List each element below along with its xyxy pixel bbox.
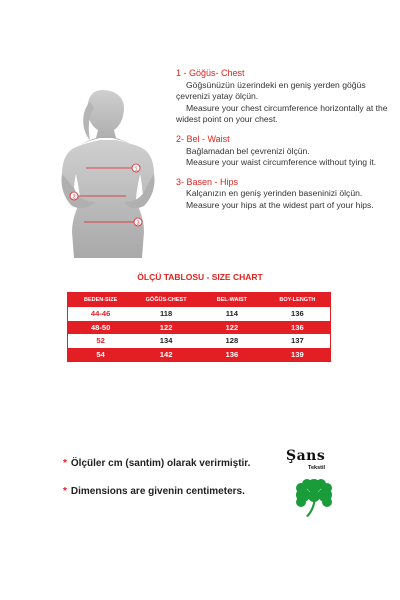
instruction-line: Measure your hips at the widest part of your hips. [186,199,374,210]
note-text: Ölçüler cm (santim) olarak verirmiştir. [70,458,251,469]
column-header-chest: GÖĞÜS-CHEST [133,293,199,308]
instruction-hips [176,177,396,212]
note-asterisk: * [63,486,67,497]
table-cell: 122 [199,321,265,335]
marker-hips [134,218,142,226]
table-cell: 136 [265,307,331,321]
table-cell: 122 [133,321,199,335]
instruction-line: Measure your waist circumference without tying it. [186,157,377,168]
column-header-size: BEDEN-SIZE [68,293,134,308]
svg-text:3: 3 [136,220,140,227]
table-cell: 136 [199,348,265,362]
table-cell: 136 [265,321,331,335]
table-cell: 137 [265,334,331,348]
instruction-waist [176,134,396,169]
brand-subtitle: Tekstil [308,465,326,471]
body-silhouette-figure [50,82,170,262]
measurement-instructions [176,68,396,220]
table-cell: 118 [133,307,199,321]
marker-waist [70,192,78,200]
instruction-chest [176,68,396,126]
table-row [68,348,331,362]
note-asterisk: * [63,458,67,469]
brand-name: Şans [286,448,326,464]
table-row [68,307,331,321]
clover-icon [292,474,336,518]
instruction-heading: 2- Bel - Waist [176,133,230,144]
instruction-heading: 1 - Göğüs- Chest [176,68,245,78]
table-cell: 142 [133,348,199,362]
table-header-row [68,293,331,308]
instruction-heading: 3- Basen - Hips [176,176,239,187]
size-chart-title: ÖLÇÜ TABLOSU - SIZE CHART [137,272,263,282]
column-header-length: BOY-LENGTH [265,293,331,308]
svg-text:1: 1 [134,166,138,173]
svg-text:2: 2 [72,194,76,201]
instruction-line: Kalçanızın en geniş yerinden baseninizi ölçün. [186,188,363,199]
table-cell: 128 [199,334,265,348]
table-cell: 139 [265,348,331,362]
note-text: Dimensions are givenin centimeters. [70,486,245,497]
table-row [68,321,331,335]
table-cell: 52 [68,334,134,348]
note-units-en [63,486,245,497]
size-chart-table [67,292,331,362]
table-cell: 114 [199,307,265,321]
table-cell: 48-50 [68,321,134,335]
instruction-line: Bağlamadan bel çevrenizi ölçün. [186,145,310,156]
table-cell: 44-46 [68,307,134,321]
instruction-line: Measure your chest circumference horizontally at the widest point on your chest. [176,102,388,125]
column-header-waist: BEL-WAIST [199,293,265,308]
table-row [68,334,331,348]
marker-chest [132,164,140,172]
brand-logo [282,448,352,518]
instruction-line: Göğsünüzün üzerindeki en geniş yerden göğüs çevrenizi yatay ölçün. [176,79,366,102]
table-cell: 134 [133,334,199,348]
table-cell: 54 [68,348,134,362]
note-units-tr [63,458,250,469]
